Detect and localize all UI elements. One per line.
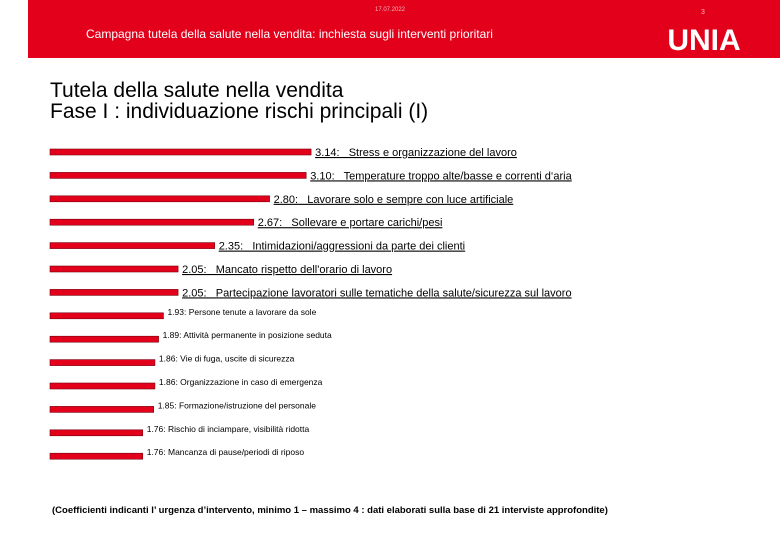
bar xyxy=(50,313,163,319)
bar xyxy=(50,360,155,366)
bar-label: 2.67: Sollevare e portare carichi/pesi xyxy=(257,217,443,230)
footnote: (Coefficienti indicanti l’ urgenza d’intervento, minimo 1 – massimo 4 : dati elaborati sulla base di 21 interviste approfondite) xyxy=(52,505,608,516)
bar xyxy=(50,149,311,155)
bar xyxy=(50,383,155,389)
title-line-1: Tutela della salute nella vendita xyxy=(50,79,344,102)
bar xyxy=(50,196,270,202)
bar-label: 2.35: Intimidazioni/aggressioni da parte dei clienti xyxy=(218,240,466,253)
bar-label: 2.05: Partecipazione lavoratori sulle tematiche della salute/sicurezza sul lavoro xyxy=(182,287,572,300)
bar-label: 3.10: Temperature troppo alte/basse e correnti d‘aria xyxy=(310,170,572,183)
bar xyxy=(50,289,178,295)
bar-label: 1.76: Rischio di inciampare, visibilità ridotta xyxy=(146,423,310,434)
bar xyxy=(50,266,178,272)
bar xyxy=(50,430,143,436)
bar xyxy=(50,453,143,459)
title-line-2: Fase I : individuazione rischi principali (I) xyxy=(50,100,429,123)
bar-label: 1.76: Mancanza di pause/periodi di riposo xyxy=(146,447,305,458)
bar-label: 1.89: Attività permanente in posizione seduta xyxy=(162,330,332,341)
bar-label: 3.14: Stress e organizzazione del lavoro xyxy=(315,147,517,159)
bar-label: 1.86: Vie di fuga, uscite di sicurezza xyxy=(158,353,295,364)
bar xyxy=(50,243,215,249)
bar-label: 1.93: Persone tenute a lavorare da sole xyxy=(167,306,317,317)
bar xyxy=(50,172,306,178)
bar-label: 1.85: Formazione/istruzione del personale xyxy=(157,400,316,411)
bar-label: 2.05: Mancato rispetto dell'orario di lavoro xyxy=(182,264,393,276)
page-number: 3 xyxy=(701,9,705,16)
bar-label: 2.80: Lavorare solo e sempre con luce artificiale xyxy=(273,193,514,206)
header-date: 17.07.2022 xyxy=(374,7,406,13)
bar xyxy=(50,336,159,342)
campaign-title: Campagna tutela della salute nella vendita: inchiesta sugli interventi prioritari xyxy=(86,27,493,41)
bar xyxy=(50,219,254,225)
bar-label: 1.86: Organizzazione in caso di emergenza xyxy=(158,377,323,387)
bar xyxy=(50,406,154,412)
logo-text: UNIA xyxy=(667,24,741,57)
